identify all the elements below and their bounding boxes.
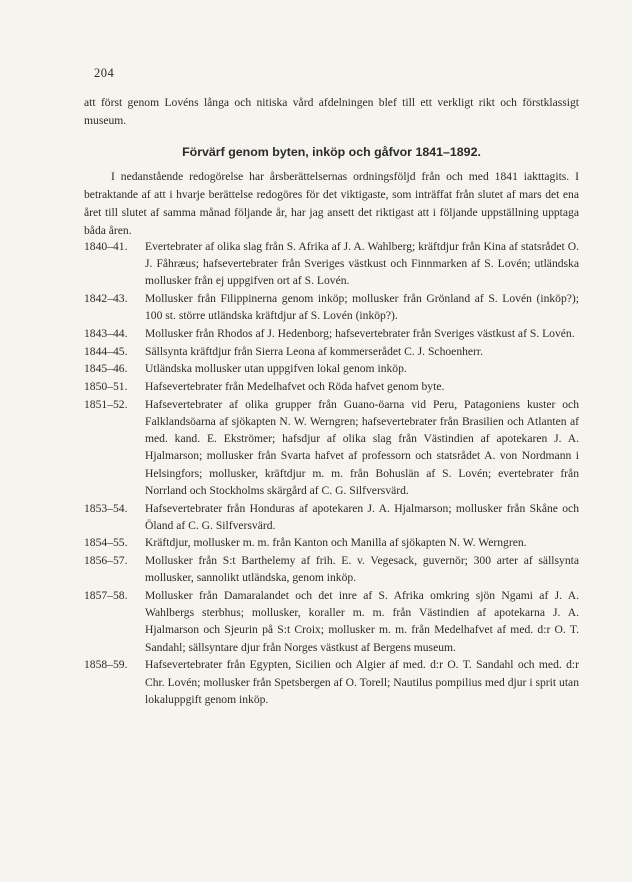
- entry-text: Mollusker från Filippinerna genom inköp; mollusker från Grönland af S. Lovén (inköp?); 100 st. större utländska kräftdjur af S. Lovén (inköp?).: [145, 292, 579, 323]
- entry-years: 1858–59.: [84, 658, 128, 672]
- acquisition-entry: [84, 325, 579, 342]
- section-heading: Förvärf genom byten, inköp och gåfvor 1841–1892.: [182, 145, 481, 159]
- entry-text: Mollusker från Damaralandet och det inre af S. Afrika omkring sjön Ngami af J. A. Wahlbergs sterbhus; mollusker, koraller m. m. från Västindien af apotekarna J. A. Hjalmarson och Sjeurin på S:t Croix; mollusker m. m. från Medelhafvet af med. d:r O. T. Sandahl; sällsyntare djur från Norges västkust af Bergens museum.: [145, 589, 579, 654]
- acquisition-entry: [84, 343, 579, 360]
- entry-years: 1857–58.: [84, 589, 128, 603]
- entry-years: 1854–55.: [84, 536, 128, 550]
- entry-years: 1851–52.: [84, 397, 128, 411]
- entry-text: Hafsevertebrater af olika grupper från Guano-öarna vid Peru, Patagoniens kuster och Falklandsöarna af sjökapten N. W. Werngren; hafsevertebrater från Brasilien och Atlanten af med. kand. E. Ekströmer; hafsdjur af olika slag från Västindien af apotekaren J. A. Hjalmarson; mollusker från Svarta hafvet af professorn och statsrådet A. von Nordmann i Helsingfors; mollusker, kräftdjur m. m. från Bohuslän af S. Lovén; evertebrater från Norrland och Stockholms skärgård af C. G. Silfversvärd.: [145, 397, 579, 497]
- entry-years: 1840–41.: [84, 240, 128, 253]
- acquisitions-list: [84, 238, 579, 708]
- entry-years: 1853–54.: [84, 501, 128, 515]
- acquisition-entry: [84, 378, 579, 395]
- entry-years: 1850–51.: [84, 380, 128, 394]
- intro-paragraph: att först genom Lovéns långa och nitiska vård afdelningen blef till ett verkligt rikt och förstklassigt museum.: [84, 96, 579, 127]
- acquisition-entry: [84, 587, 579, 656]
- entry-years: 1845–46.: [84, 362, 128, 376]
- entry-text: Mollusker från Rhodos af J. Hedenborg; hafsevertebrater från Sveriges västkust af S. Lovén.: [145, 327, 575, 341]
- acquisition-entry: [84, 360, 579, 377]
- entry-text: Utländska mollusker utan uppgifven lokal genom inköp.: [145, 362, 407, 376]
- acquisition-entry: [84, 500, 579, 534]
- entry-years: 1842–43.: [84, 292, 128, 306]
- acquisition-entry: [84, 396, 579, 499]
- entry-years: 1856–57.: [84, 554, 128, 568]
- acquisition-entry: [84, 552, 579, 586]
- page-number: 204: [94, 66, 115, 80]
- entry-text: Kräftdjur, mollusker m. m. från Kanton och Manilla af sjökapten N. W. Werngren.: [145, 536, 527, 550]
- entry-text: Hafsevertebrater från Honduras af apotekaren J. A. Hjalmarson; mollusker från Skåne och Öland af C. G. Silfversvärd.: [145, 501, 579, 532]
- entry-years: 1844–45.: [84, 344, 128, 358]
- entry-years: 1843–44.: [84, 327, 128, 341]
- entry-text: Sällsynta kräftdjur från Sierra Leona af kommerserådet C. J. Schoenherr.: [145, 344, 484, 358]
- acquisition-entry: [84, 238, 579, 290]
- entry-text: Mollusker från S:t Barthelemy af frih. E. v. Vegesack, guvernör; 300 arter af sällsynta mollusker, sannolikt utländska, genom inköp.: [145, 554, 579, 585]
- entry-text: Hafsevertebrater från Medelhafvet och Röda hafvet genom byte.: [145, 380, 445, 394]
- acquisition-entry: [84, 290, 579, 324]
- lead-paragraph: I nedanstående redogörelse har årsberättelsernas ordningsföljd från och med 1841 iakttagits. I betraktande af att i hvarje berättelse redogöres för det viktigaste, som inträffat från slutet af mars det ena året till slutet af samma månad följande år, har jag ansett det riktigast att i följande uppställning upptaga båda åren.: [84, 170, 579, 237]
- acquisition-entry: [84, 656, 579, 708]
- entry-text: Evertebrater af olika slag från S. Afrika af J. A. Wahlberg; kräftdjur från Kina af statsrådet O. J. Fåhræus; hafsevertebrater från Sveriges västkust och Finnmarken af S. Lovén; utländska mollusker från ej uppgifven ort af S. Lovén.: [145, 240, 579, 288]
- entry-text: Hafsevertebrater från Egypten, Sicilien och Algier af med. d:r O. T. Sandahl och med. d:r Chr. Lovén; mollusker från Spetsbergen af O. Torell; Nautilus pompilius med djur i sprit utan lokaluppgift genom inköp.: [145, 658, 579, 706]
- acquisition-entry: [84, 534, 579, 551]
